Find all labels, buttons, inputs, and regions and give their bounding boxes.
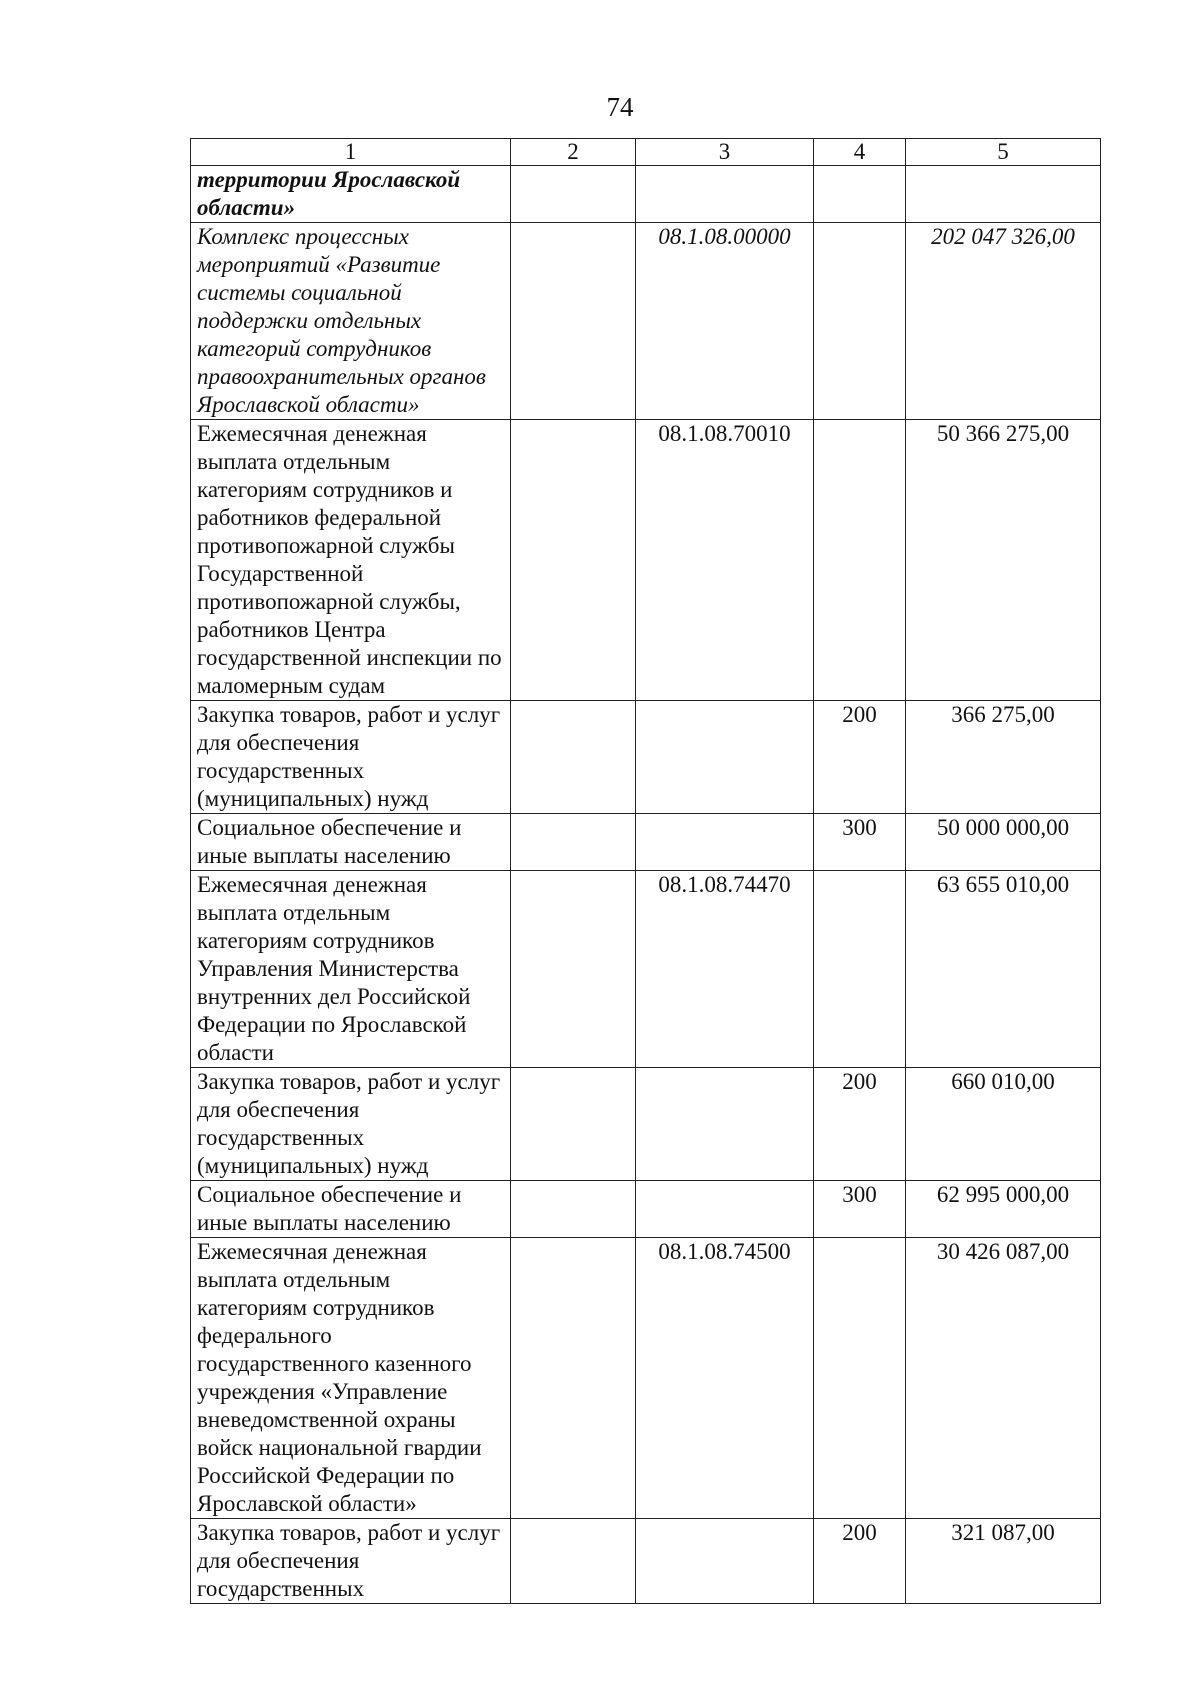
table-row bbox=[191, 1238, 1101, 1519]
row-col2 bbox=[511, 1181, 636, 1238]
row-amount: 63 655 010,00 bbox=[906, 871, 1101, 1068]
row-col2 bbox=[511, 871, 636, 1068]
row-type bbox=[814, 1238, 906, 1519]
row-col2 bbox=[511, 814, 636, 871]
row-amount: 660 010,00 bbox=[906, 1068, 1101, 1181]
row-code bbox=[636, 701, 814, 814]
row-code bbox=[636, 814, 814, 871]
table-row bbox=[191, 166, 1101, 223]
row-code bbox=[636, 166, 814, 223]
row-col2 bbox=[511, 1519, 636, 1604]
column-header: 3 bbox=[636, 139, 814, 166]
table-row bbox=[191, 1519, 1101, 1604]
row-code bbox=[636, 1181, 814, 1238]
table-row bbox=[191, 701, 1101, 814]
row-name: Ежемесячная денежная выплата отдельным категориям сотрудников Управления Министерства внутренних дел Российской Федерации по Ярославской области bbox=[191, 871, 511, 1068]
row-amount bbox=[906, 166, 1101, 223]
row-amount: 62 995 000,00 bbox=[906, 1181, 1101, 1238]
row-name: Ежемесячная денежная выплата отдельным категориям сотрудников федерального государственного казенного учреждения «Управление вневедомственной охраны войск национальной гвардии Российской Федерации по Ярославской области» bbox=[191, 1238, 511, 1519]
row-name: Закупка товаров, работ и услуг для обеспечения государственных bbox=[191, 1519, 511, 1604]
row-code: 08.1.08.74470 bbox=[636, 871, 814, 1068]
row-code: 08.1.08.70010 bbox=[636, 420, 814, 701]
row-type: 300 bbox=[814, 814, 906, 871]
row-type: 200 bbox=[814, 1519, 906, 1604]
table-row bbox=[191, 814, 1101, 871]
row-type: 200 bbox=[814, 701, 906, 814]
row-col2 bbox=[511, 420, 636, 701]
row-amount: 202 047 326,00 bbox=[906, 223, 1101, 420]
row-code bbox=[636, 1519, 814, 1604]
column-header: 4 bbox=[814, 139, 906, 166]
row-name: территории Ярославской области» bbox=[191, 166, 511, 223]
row-name: Закупка товаров, работ и услуг для обеспечения государственных (муниципальных) нужд bbox=[191, 1068, 511, 1181]
row-code bbox=[636, 1068, 814, 1181]
page-number: 74 bbox=[606, 92, 634, 122]
column-header: 2 bbox=[511, 139, 636, 166]
row-col2 bbox=[511, 1068, 636, 1181]
row-type bbox=[814, 166, 906, 223]
row-name: Ежемесячная денежная выплата отдельным категориям сотрудников и работников федеральной противопожарной службы Государственной противопожарной службы, работников Центра государственной инспекции по маломерным судам bbox=[191, 420, 511, 701]
row-amount: 321 087,00 bbox=[906, 1519, 1101, 1604]
row-type bbox=[814, 871, 906, 1068]
row-type bbox=[814, 223, 906, 420]
column-header: 5 bbox=[906, 139, 1101, 166]
row-type: 300 bbox=[814, 1181, 906, 1238]
table-row bbox=[191, 223, 1101, 420]
table-row bbox=[191, 420, 1101, 701]
row-amount: 50 000 000,00 bbox=[906, 814, 1101, 871]
row-code: 08.1.08.00000 bbox=[636, 223, 814, 420]
row-col2 bbox=[511, 1238, 636, 1519]
budget-table bbox=[190, 138, 1101, 1604]
row-col2 bbox=[511, 701, 636, 814]
table-row bbox=[191, 1068, 1101, 1181]
row-name: Социальное обеспечение и иные выплаты населению bbox=[191, 814, 511, 871]
row-amount: 50 366 275,00 bbox=[906, 420, 1101, 701]
row-col2 bbox=[511, 223, 636, 420]
row-name: Закупка товаров, работ и услуг для обеспечения государственных (муниципальных) нужд bbox=[191, 701, 511, 814]
row-amount: 366 275,00 bbox=[906, 701, 1101, 814]
table-row bbox=[191, 1181, 1101, 1238]
row-type bbox=[814, 420, 906, 701]
row-name: Комплекс процессных мероприятий «Развитие системы социальной поддержки отдельных категорий сотрудников правоохранительных органов Ярославской области» bbox=[191, 223, 511, 420]
row-col2 bbox=[511, 166, 636, 223]
row-amount: 30 426 087,00 bbox=[906, 1238, 1101, 1519]
row-code: 08.1.08.74500 bbox=[636, 1238, 814, 1519]
table-row bbox=[191, 871, 1101, 1068]
column-header: 1 bbox=[191, 139, 511, 166]
row-type: 200 bbox=[814, 1068, 906, 1181]
row-name: Социальное обеспечение и иные выплаты населению bbox=[191, 1181, 511, 1238]
table-header-row bbox=[191, 139, 1101, 166]
